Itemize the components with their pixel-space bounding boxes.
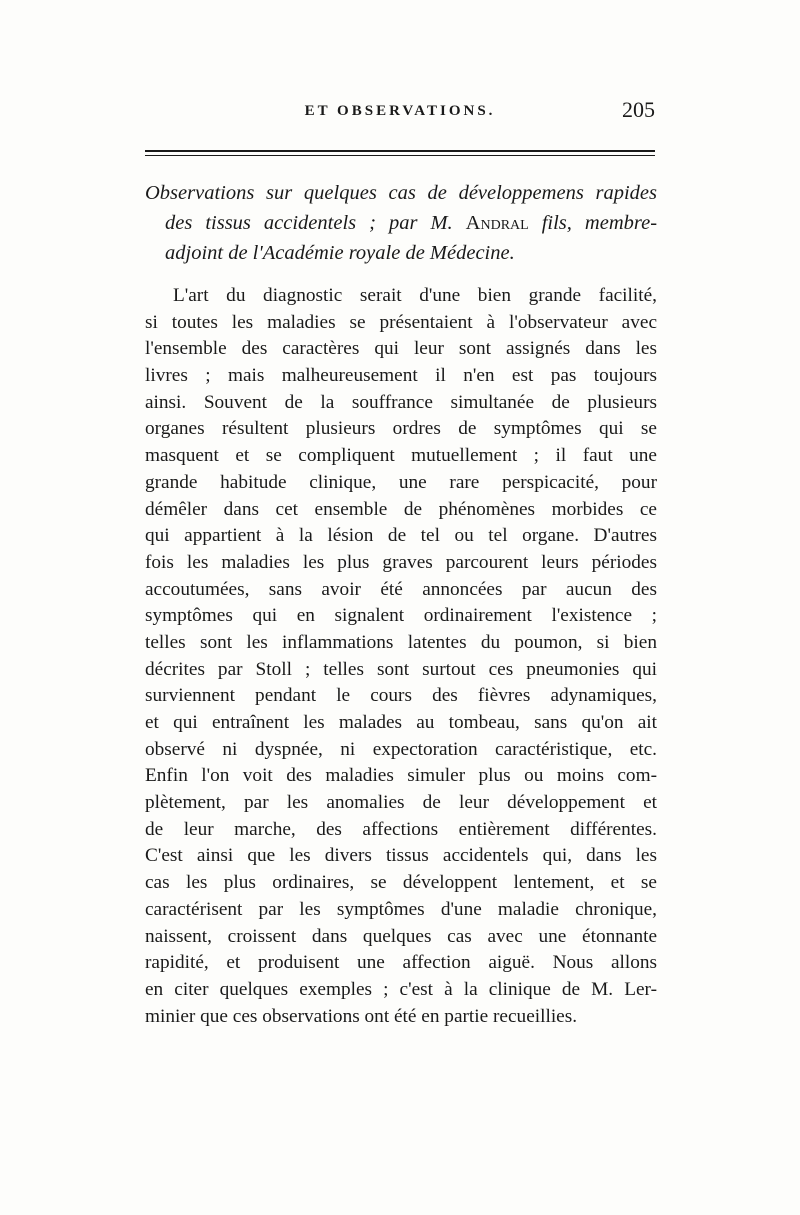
body-line: démêler dans cet ensemble de phénomènes morbides ce (145, 498, 657, 520)
body-paragraph (145, 283, 657, 1030)
body-line: cas les plus ordinaires, se développent lentement, et se (145, 872, 657, 894)
body-line: livres ; mais malheureusement il n'en est pas toujours (145, 365, 657, 387)
author-name: Andral (465, 212, 529, 234)
body-line: symptômes qui en signalent ordinairement l'existence ; (145, 605, 657, 627)
body-line: de leur marche, des affections entièrement différentes. (145, 818, 657, 840)
body-line: et qui entraînent les malades au tombeau, sans qu'on ait (145, 712, 657, 733)
body-line: plètement, par les anomalies de leur développement et (145, 792, 657, 814)
body-line: fois les maladies les plus graves parcourent leurs périodes (145, 551, 657, 573)
body-line: telles sont les inflammations latentes du poumon, si bien (145, 631, 657, 653)
body-line: organes résultent plusieurs ordres de symptômes qui se (145, 418, 657, 440)
body-line: ainsi. Souvent de la souffrance simultanée de plusieurs (145, 391, 657, 413)
body-line: décrites par Stoll ; telles sont surtout ces pneumonies qui (145, 658, 657, 680)
body-line: Enfin l'on voit des maladies simuler plus ou moins com- (145, 765, 657, 787)
body-line: L'art du diagnostic serait d'une bien grande facilité, (173, 285, 657, 306)
body-line: en citer quelques exemples ; c'est à la clinique de M. Ler- (145, 978, 657, 1000)
article-title-line-3: adjoint de l'Académie royale de Médecine. (165, 242, 515, 264)
header-rule-thick (145, 150, 655, 152)
body-line: surviennent pendant le cours des fièvres adynamiques, (145, 685, 657, 707)
body-line: l'ensemble des caractères qui leur sont assignés dans les (145, 338, 657, 360)
header-rule-thin (145, 155, 655, 156)
article-title (145, 178, 657, 268)
body-line: C'est ainsi que les divers tissus accidentels qui, dans les (145, 845, 657, 867)
article-title-line-2 (145, 208, 657, 238)
body-line: caractérisent par les symptômes d'une maladie chronique, (145, 898, 657, 920)
article-title-line-2-post: fils, membre- (541, 212, 658, 234)
body-line: masquent et se compliquent mutuellement ; il faut une (145, 445, 657, 467)
article-title-line-2-pre: des tissus accidentels ; par M. (165, 212, 453, 234)
body-line: si toutes les maladies se présentaient à l'observateur avec (145, 311, 657, 333)
running-head (145, 97, 655, 127)
body-line: observé ni dyspnée, ni expectoration caractéristique, etc. (145, 738, 657, 760)
body-line: rapidité, et produisent une affection aiguë. Nous allons (145, 952, 657, 974)
body-line: accoutumées, sans avoir été annoncées par aucun des (145, 578, 657, 600)
body-line: qui appartient à la lésion de tel ou tel organe. D'autres (145, 525, 657, 547)
body-line: naissent, croissent dans quelques cas avec une étonnante (145, 925, 657, 947)
body-line: grande habitude clinique, une rare perspicacité, pour (145, 471, 657, 493)
page-number: 205 (622, 97, 655, 122)
article-title-line-1: Observations sur quelques cas de développemens rapides (145, 182, 657, 204)
body-line: minier que ces observations ont été en partie recueillies. (145, 1005, 578, 1027)
running-title: ET OBSERVATIONS. (304, 103, 496, 119)
